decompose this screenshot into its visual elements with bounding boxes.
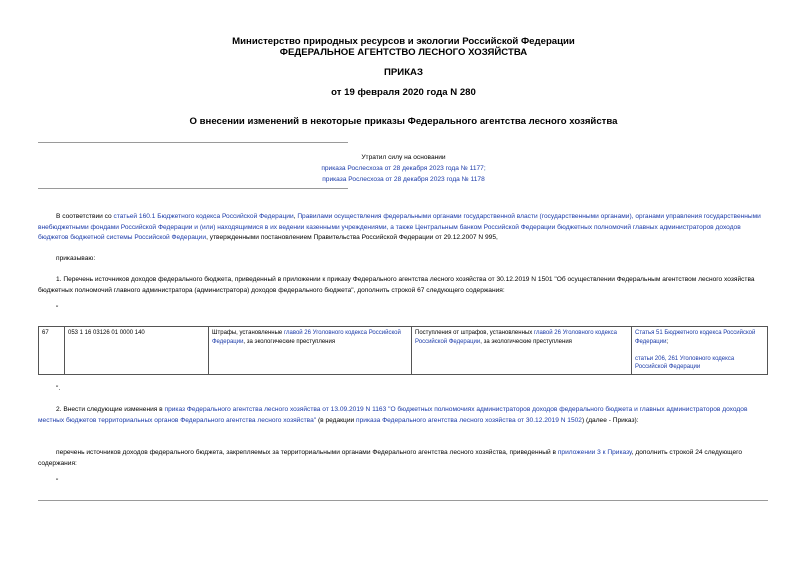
doc-title: О внесении изменений в некоторые приказы Федерального агентства лесного хозяйства (189, 116, 618, 127)
cell-name: Штрафы, установленные главой 26 Уголовного кодекса Российской Федерации, за экологические преступления (209, 327, 412, 375)
link-criminal-code-ch26-2[interactable]: главой 26 Уголовного кодекса Российской Федерации (415, 330, 617, 345)
doc-type: ПРИКАЗ (384, 67, 423, 78)
quote-close: ". (56, 385, 61, 392)
status-note (0, 152, 807, 185)
paragraph-list: перечень источников доходов федерального бюджета, закрепляемых за территориальными органами Федерального агентства лесного хозяйства, приведенный в приложении 3 к Приказу, дополнить строкой 24 следующего содержания: (38, 449, 743, 467)
income-table (38, 326, 768, 375)
cell-basis: Статья 51 Бюджетного кодекса Российской Федерации; статьи 206, 261 Уголовного кодекса Российской Федерации (632, 327, 768, 375)
link-budget-code-160-1[interactable]: статьей 160.1 Бюджетного кодекса Российской Федерации (113, 213, 294, 220)
cell-code: 053 1 16 03126 01 0000 140 (65, 327, 209, 375)
link-order-1502[interactable]: приказа Федерального агентства лесного хозяйства от 30.12.2019 N 1502 (356, 416, 582, 424)
quote-open: " (56, 305, 59, 312)
paragraph-basis: В соответствии со статьей 160.1 Бюджетного кодекса Российской Федерации, Правилами осуществления федеральными органами государственной власти (государственными органами), органами управления государственными внебюджетными фондами Российской Федерации и (или) находящимися в их ведении казенными учреждениями, а также Центральным банком Российской Федерации бюджетных полномочий главных администраторов доходов бюджетов бюджетной системы Российской Федерации, утвержденными постановлением Правительства Российской Федерации от 29.12.2007 N 995, (38, 213, 761, 241)
table-row (39, 327, 768, 375)
doc-date-number: от 19 февраля 2020 года N 280 (331, 87, 476, 98)
link-budget-code-51[interactable]: Статья 51 Бюджетного кодекса Российской Федерации (635, 330, 756, 345)
link-criminal-code-ch26[interactable]: главой 26 Уголовного кодекса Российской Федерации (212, 330, 401, 345)
bottom-rule (38, 500, 768, 501)
repeal-link-1178[interactable]: приказа Рослесхоза от 28 декабря 2023 года № 1178 (322, 176, 485, 183)
cell-row-number: 67 (39, 327, 65, 375)
link-appendix-3[interactable]: приложении 3 к Приказу (557, 449, 632, 456)
repeal-link-1177[interactable]: приказа Рослесхоза от 28 декабря 2023 года № 1177; (321, 165, 486, 172)
status-rule-bottom (38, 188, 348, 189)
link-order-1163[interactable]: приказ Федерального агентства лесного хозяйства от 13.09.2019 N 1163 "О бюджетных полномочиях администраторов доходов федерального бюджета и главных администраторов доходов местных бюджетов территориальных органов Федерального агентства лесного хозяйства" (38, 406, 748, 424)
quote-open-2: " (56, 478, 59, 485)
paragraph-item-2: 2. Внести следующие изменения в приказ Федерального агентства лесного хозяйства от 13.09.2019 N 1163 "О бюджетных полномочиях администраторов доходов федерального бюджета и главных администраторов доходов местных бюджетов территориальных органов Федерального агентства лесного хозяйства" (в редакции приказа Федерального агентства лесного хозяйства от 30.12.2019 N 1502) (далее - Приказ): (38, 406, 748, 424)
status-rule-top (38, 142, 348, 143)
order-word: приказываю: (56, 255, 96, 262)
agency-heading: ФЕДЕРАЛЬНОЕ АГЕНТСТВО ЛЕСНОГО ХОЗЯЙСТВА (279, 47, 528, 58)
status-line: Утратил силу на основании (361, 154, 446, 161)
ministry-heading: Министерство природных ресурсов и экологии Российской Федерации (232, 36, 575, 47)
cell-income: Поступления от штрафов, установленных главой 26 Уголовного кодекса Российской Федерации, за экологические преступления (412, 327, 632, 375)
link-criminal-code-206-261[interactable]: статьи 206, 261 Уголовного кодекса Российской Федерации (635, 355, 735, 370)
link-rules[interactable]: Правилами осуществления федеральными органами государственной власти (государственными органами), органами управления государственными внебюджетными фондами Российской Федерации и (или) находящимися в их ведении казенными учреждениями, а также Центральным банком Российской Федерации бюджетных полномочий главных администраторов доходов бюджетов бюджетной системы Российской Федерации (38, 213, 761, 241)
paragraph-item-1: 1. Перечень источников доходов федерального бюджета, приведенный в приложении к приказу Федерального агентства лесного хозяйства от 30.12.2019 N 1501 "Об осуществлении Федеральным агентством лесного хозяйства бюджетных полномочий главного администратора (администратора) доходов федерального бюджета", дополнить строкой 67 следующего содержания: (38, 276, 755, 294)
